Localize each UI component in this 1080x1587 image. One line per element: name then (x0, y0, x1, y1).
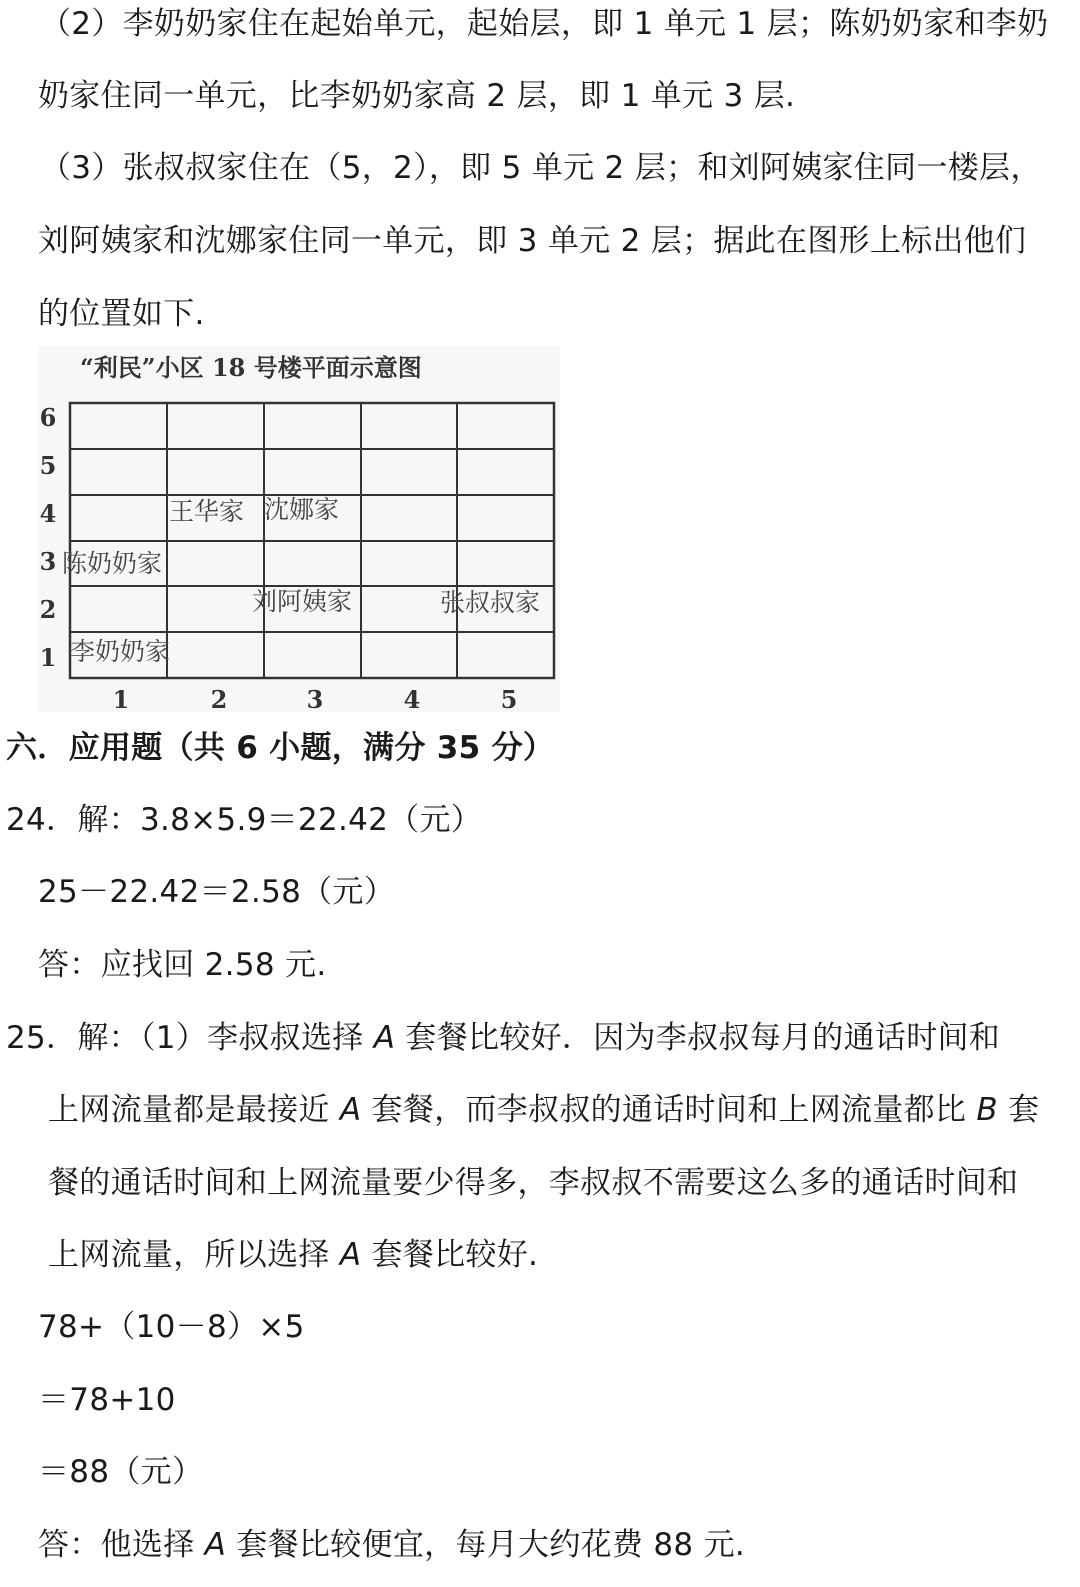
part3-line2: 刘阿姨家和沈娜家住同一单元，即 3 单元 2 层；据此在图形上标出他们 (38, 223, 1027, 259)
x-axis-label: 2 (210, 685, 228, 712)
y-axis-label: 6 (39, 403, 57, 432)
q25-l1-var: A (373, 1020, 396, 1056)
q25-calc-line3: ＝88（元） (38, 1454, 204, 1490)
q24-answer: 答：应找回 2.58 元. (38, 947, 327, 983)
section6-heading: 六．应用题（共 6 小题，满分 35 分） (6, 730, 555, 766)
x-axis-label: 4 (403, 685, 421, 712)
y-axis-label: 5 (39, 451, 57, 480)
floor-plan-svg (38, 346, 560, 712)
household-label-shen-na: 沈娜家 (264, 495, 340, 524)
q25-solution-line4 (48, 1235, 538, 1275)
q25-ans-post: 套餐比较便宜，每月大约花费 88 元. (226, 1527, 746, 1563)
q25-l2-mid: 套餐，而李叔叔的通话时间和上网流量都比 (361, 1092, 977, 1128)
q25-solution-line3: 餐的通话时间和上网流量要少得多，李叔叔不需要这么多的通话时间和 (48, 1165, 1019, 1201)
household-label-li-nainai: 李奶奶家 (70, 637, 171, 666)
part3-line1: （3）张叔叔家住在（5，2），即 5 单元 2 层；和刘阿姨家住同一楼层， (40, 150, 1042, 186)
q25-answer (38, 1525, 745, 1565)
q25-ans-var: A (204, 1527, 227, 1563)
y-axis-label: 3 (39, 547, 57, 576)
part3-line3: 的位置如下. (38, 296, 205, 332)
x-axis-label: 1 (112, 685, 130, 712)
q25-l2-post: 套 (997, 1092, 1040, 1128)
household-label-chen-nainai: 陈奶奶家 (62, 549, 163, 578)
q25-solution-line2 (48, 1090, 1039, 1130)
q25-solution-line1 (6, 1018, 1000, 1058)
q24-solution-line1: 24．解：3.8×5.9＝22.42（元） (6, 802, 483, 838)
q25-calc-line2: ＝78+10 (38, 1382, 176, 1418)
y-axis-label: 2 (39, 595, 57, 624)
q25-l4-post: 套餐比较好. (361, 1237, 539, 1273)
household-label-wang-hua: 王华家 (169, 497, 245, 526)
q25-l4-pre: 上网流量，所以选择 (48, 1237, 340, 1273)
q25-l2-var: A (339, 1092, 362, 1128)
figure-title: “利民”小区 18 号楼平面示意图 (80, 353, 422, 382)
household-label-liu-ayi: 刘阿姨家 (252, 587, 353, 616)
part2-line1: （2）李奶奶家住在起始单元，起始层，即 1 单元 1 层；陈奶奶家和李奶 (40, 6, 1049, 42)
q25-l2-var2: B (976, 1092, 998, 1128)
q25-l4-var: A (339, 1237, 362, 1273)
part2-line2: 奶家住同一单元，比李奶奶家高 2 层，即 1 单元 3 层. (38, 78, 796, 114)
y-axis-label: 4 (39, 499, 57, 528)
q24-solution-line2: 25－22.42＝2.58（元） (38, 874, 396, 910)
q25-ans-pre: 答：他选择 (38, 1527, 205, 1563)
household-label-zhang-shushu: 张叔叔家 (440, 588, 541, 617)
y-axis-label: 1 (39, 643, 57, 672)
x-axis-label: 3 (306, 685, 324, 712)
q25-l1-post: 套餐比较好．因为李叔叔每月的通话时间和 (395, 1020, 1001, 1056)
x-axis-label: 5 (500, 685, 518, 712)
q25-l2-pre: 上网流量都是最接近 (48, 1092, 340, 1128)
q25-l1-pre: 25．解：（1）李叔叔选择 (6, 1020, 374, 1056)
building-floor-plan-figure (38, 346, 560, 712)
q25-calc-line1: 78+（10－8）×5 (38, 1309, 305, 1345)
